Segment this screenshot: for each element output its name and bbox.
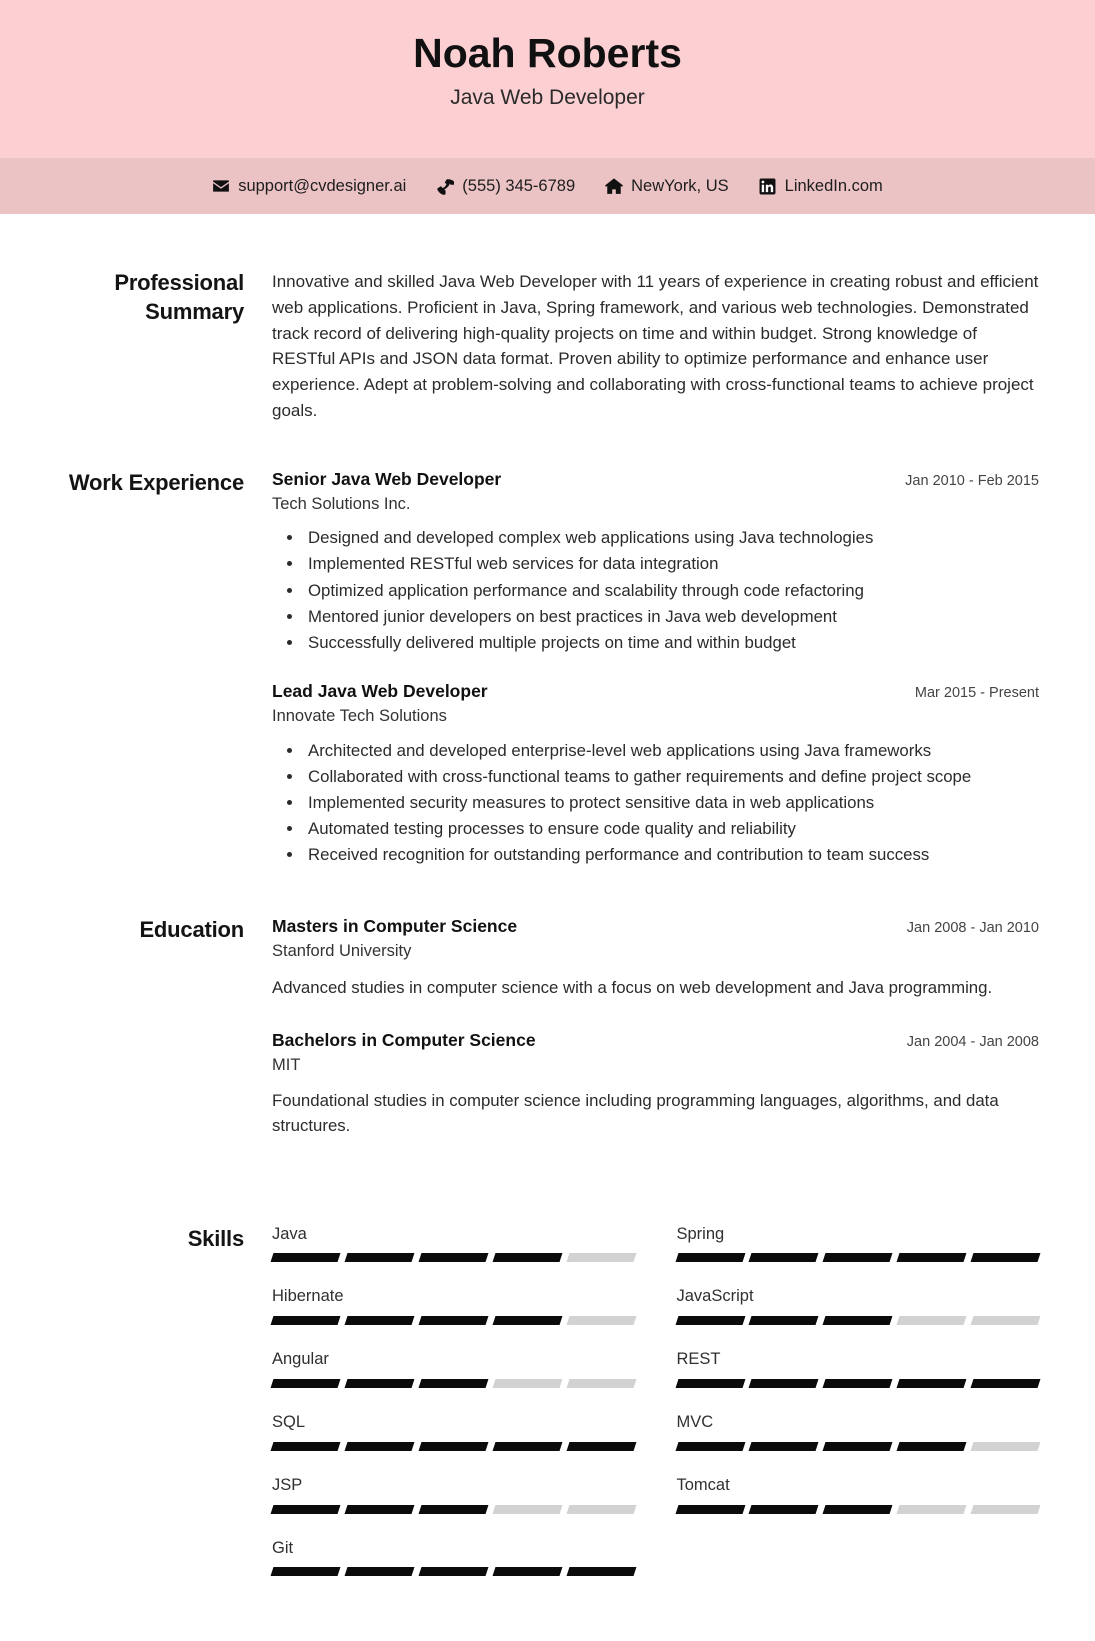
skill-item [677,1476,1040,1514]
skill-level-bar [677,1442,1040,1451]
skill-item [272,1539,635,1577]
section-heading-skills: Skills [187,1225,244,1251]
skill-label: Spring [676,1224,725,1243]
work-bullet: • Automated testing processes to ensure code quality and reliability [304,816,1039,841]
skill-item [677,1350,1040,1388]
skill-level-bar [272,1316,635,1325]
skill-label: REST [676,1350,721,1369]
skill-level-segment [344,1442,414,1451]
skill-level-bar [677,1379,1040,1388]
phone-icon [436,177,454,195]
skill-level-segment [897,1316,967,1325]
skill-level-segment [823,1379,893,1388]
education-description: Advanced studies in computer science with a focus on web development and Java programming. [272,977,993,997]
education-date-range: Jan 2004 - Jan 2008 [906,1033,1039,1050]
envelope-icon [212,177,230,195]
skill-level-segment [344,1505,414,1514]
skill-level-segment [823,1442,893,1451]
skill-label: Angular [272,1350,329,1369]
skill-item [677,1413,1040,1451]
skill-level-segment [566,1505,636,1514]
section-education [56,916,1039,1168]
skill-level-segment [749,1253,819,1262]
skill-label: JavaScript [676,1287,754,1306]
summary-content [272,269,1039,424]
skill-level-segment [749,1379,819,1388]
section-skills [56,1225,1039,1602]
skill-label: JSP [272,1475,303,1494]
skill-level-segment [675,1253,745,1262]
work-job-title: Senior Java Web Developer [272,468,502,489]
skill-level-segment [271,1379,341,1388]
skill-item [677,1287,1040,1325]
work-date-range: Jan 2010 - Feb 2015 [905,472,1039,489]
work-entry [272,681,1039,867]
work-company: Tech Solutions Inc. [272,494,411,513]
education-school: MIT [272,1055,301,1074]
skill-level-bar [677,1253,1040,1262]
skill-level-bar [272,1505,635,1514]
skill-level-bar [677,1505,1040,1514]
skill-level-segment [492,1316,562,1325]
skill-item [272,1413,635,1451]
skill-level-segment [897,1505,967,1514]
skill-level-segment [492,1505,562,1514]
skill-item [272,1476,635,1514]
contact-linkedin[interactable] [759,177,883,196]
education-date-range: Jan 2008 - Jan 2010 [906,920,1039,937]
contact-email-text: support@cvdesigner.ai [238,176,407,195]
education-content [272,916,1039,1168]
linkedin-icon [759,177,777,195]
skill-level-segment [492,1253,562,1262]
skill-level-segment [749,1316,819,1325]
resume-header [0,0,1095,158]
skill-label: Git [272,1538,294,1557]
work-bullet-list [272,738,1039,868]
skill-level-segment [566,1253,636,1262]
skill-level-segment [271,1316,341,1325]
skill-level-segment [971,1316,1041,1325]
skill-level-segment [344,1253,414,1262]
skill-item [677,1225,1040,1263]
skill-level-segment [749,1442,819,1451]
skill-level-bar [272,1379,635,1388]
section-heading-summary: Professional Summary [114,270,244,324]
skill-level-segment [418,1567,488,1576]
contact-phone-text: (555) 345-6789 [462,176,576,195]
education-entry [272,916,1039,1000]
work-entry-header [272,469,1039,491]
skill-level-segment [344,1379,414,1388]
education-school: Stanford University [272,942,412,961]
skill-level-bar [272,1442,635,1451]
skill-level-segment [675,1442,745,1451]
section-professional-summary [56,269,1039,424]
skill-level-segment [823,1505,893,1514]
skill-level-segment [675,1505,745,1514]
section-heading-work: Work Experience [68,469,244,495]
section-work-experience [56,469,1039,869]
skill-level-segment [271,1442,341,1451]
resume-body [0,269,1095,1641]
education-degree: Bachelors in Computer Science [272,1029,536,1050]
section-heading-education: Education [139,917,244,943]
work-bullet-list [272,525,1039,655]
skill-level-segment [492,1379,562,1388]
work-bullet: • Designed and developed complex web applications using Java technologies [304,525,1039,550]
work-company: Innovate Tech Solutions [272,707,447,726]
contact-bar [0,158,1095,214]
skills-grid [272,1225,1039,1602]
skills-content [272,1225,1039,1602]
skill-label: Java [272,1224,307,1243]
skill-level-segment [344,1567,414,1576]
skill-level-segment [823,1253,893,1262]
contact-location[interactable] [605,177,729,196]
skill-label: Tomcat [676,1475,730,1494]
skill-level-segment [897,1442,967,1451]
job-title: Java Web Developer [450,86,645,110]
skill-level-segment [897,1379,967,1388]
work-entry-header [272,681,1039,703]
skill-item [272,1287,635,1325]
skill-level-segment [566,1316,636,1325]
work-bullet: • Successfully delivered multiple projects on time and within budget [304,630,1039,655]
skill-level-segment [971,1253,1041,1262]
skill-level-segment [271,1505,341,1514]
skill-level-bar [272,1253,635,1262]
education-entry-header [272,916,1039,938]
skill-level-segment [344,1316,414,1325]
skill-label: Hibernate [272,1287,344,1306]
skill-level-segment [749,1505,819,1514]
work-bullet: • Implemented security measures to protect sensitive data in web applications [304,790,1039,815]
skill-level-segment [492,1442,562,1451]
summary-paragraph: Innovative and skilled Java Web Developer with 11 years of experience in creating robust and efficient web applications. Proficient in Java, Spring framework, and various web technologies. Demonstrated track record of delivering high-quality projects on time and within budget. Strong knowledge of RESTful APIs and JSON data format. Proven ability to optimize performance and enhance user experience. Adept at problem-solving and collaborating with cross-functional teams to achieve project goals. [272,272,1039,421]
skill-level-segment [971,1442,1041,1451]
skill-level-segment [492,1567,562,1576]
skill-item [272,1225,635,1263]
skill-level-segment [271,1253,341,1262]
skill-level-segment [566,1567,636,1576]
skill-level-segment [675,1316,745,1325]
skill-level-bar [677,1316,1040,1325]
contact-linkedin-text: LinkedIn.com [784,176,883,195]
skill-level-segment [418,1442,488,1451]
work-bullet: • Optimized application performance and scalability through code refactoring [304,578,1039,603]
work-bullet: • Mentored junior developers on best practices in Java web development [304,604,1039,629]
skill-level-segment [823,1316,893,1325]
skill-label: MVC [676,1413,714,1432]
page-title: Noah Roberts [413,30,682,76]
skill-level-segment [566,1379,636,1388]
skill-level-segment [971,1505,1041,1514]
skill-level-segment [418,1505,488,1514]
work-bullet: • Implemented RESTful web services for data integration [304,551,1039,576]
skill-level-segment [897,1253,967,1262]
work-job-title: Lead Java Web Developer [272,681,488,702]
education-entry-header [272,1030,1039,1052]
contact-phone[interactable] [436,177,575,196]
work-content [272,469,1039,869]
contact-location-text: NewYork, US [631,176,729,195]
skill-level-segment [971,1379,1041,1388]
work-date-range: Mar 2015 - Present [914,685,1039,702]
skill-level-segment [418,1379,488,1388]
education-description: Foundational studies in computer science including programming languages, algorithms, and data structures. [272,1091,999,1136]
work-bullet: • Received recognition for outstanding performance and contribution to team success [304,842,1039,867]
education-degree: Masters in Computer Science [272,916,518,937]
work-bullet: • Collaborated with cross-functional teams to gather requirements and define project scope [304,764,1039,789]
education-entry [272,1030,1039,1139]
skill-level-segment [566,1442,636,1451]
skill-level-segment [271,1567,341,1576]
skill-level-segment [675,1379,745,1388]
skill-level-segment [418,1253,488,1262]
skill-level-segment [418,1316,488,1325]
skill-item [272,1350,635,1388]
work-bullet: • Architected and developed enterprise-level web applications using Java frameworks [304,738,1039,763]
home-icon [605,177,623,195]
contact-email[interactable] [212,177,406,196]
skill-level-bar [272,1567,635,1576]
skill-label: SQL [272,1413,306,1432]
work-entry [272,469,1039,655]
